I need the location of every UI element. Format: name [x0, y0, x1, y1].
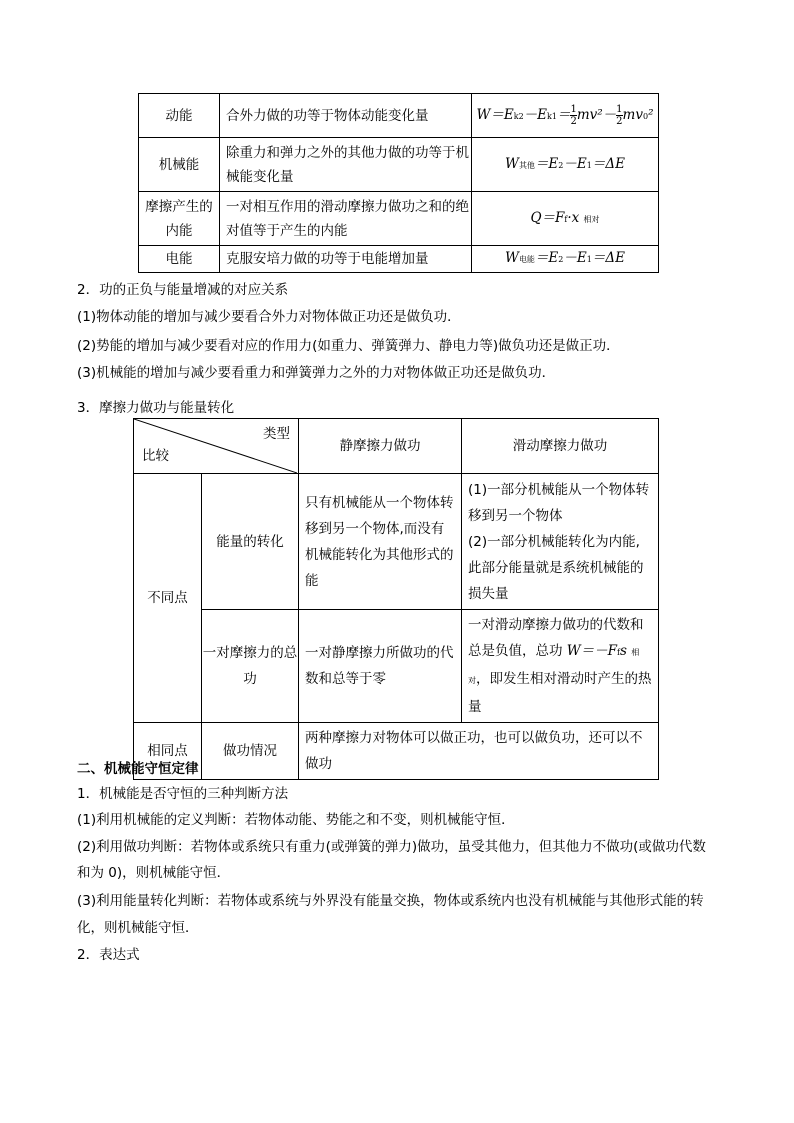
formula-total-work: W＝－Ffs 相对	[468, 643, 640, 685]
same-work-cell: 两种摩擦力对物体可以做正功，也可以做负功，还可以不做功	[299, 723, 659, 780]
text: 一对滑动摩擦力做功的代数和总是负值，总功	[468, 617, 644, 659]
table-cell-name: 摩擦产生的内能	[139, 192, 220, 246]
table-cell-desc: 除重力和弹力之外的其他力做的功等于机械能变化量	[220, 138, 472, 192]
static-total-cell: 一对静摩擦力所做功的代数和总等于零	[299, 610, 462, 723]
sliding-total-cell	[462, 610, 659, 723]
column-header-sliding: 滑动摩擦力做功	[462, 419, 659, 474]
diff-label: 不同点	[134, 474, 202, 723]
diag-bottom-label: 比较	[142, 448, 169, 464]
table-cell-name: 电能	[139, 246, 220, 273]
paragraph: 化，则机械能守恒．	[77, 920, 199, 936]
formula-electric: W电能＝E2－E1＝ΔE	[472, 246, 659, 273]
formula-kinetic: W＝Ek2－Ek1＝ $\frac{1}{2}$ mv²－ $\frac{1}{2}$ mv0²	[472, 94, 659, 138]
section-heading: 2．表达式	[77, 947, 140, 963]
sliding-energy-item: (2)一部分机械能转化为内能,此部分能量就是系统机械能的损失量	[468, 533, 644, 602]
section-heading: 1．机械能是否守恒的三种判断方法	[77, 786, 289, 802]
table-cell-desc: 合外力做的功等于物体动能变化量	[220, 94, 472, 138]
paragraph: (1)物体动能的增加与减少要看合外力对物体做正功还是做负功．	[77, 309, 461, 325]
section-heading: 3．摩擦力做功与能量转化	[77, 400, 235, 416]
paragraph: (3)利用能量转化判断：若物体或系统与外界没有能量交换，物体或系统内也没有机械能与其他形式能的转	[77, 893, 704, 909]
table-cell-desc: 克服安培力做的功等于电能增加量	[220, 246, 472, 273]
friction-work-table	[133, 418, 659, 780]
row-label: 一对摩擦力的总功	[202, 610, 299, 723]
paragraph: 和为 0)，则机械能守恒．	[77, 865, 231, 881]
diag-top-label: 类型	[263, 426, 290, 442]
paragraph: (3)机械能的增加与减少要看重力和弹簧弹力之外的力对物体做正功还是做负功．	[77, 365, 556, 381]
paragraph: (1)利用机械能的定义判断：若物体动能、势能之和不变，则机械能守恒．	[77, 812, 515, 828]
paragraph: (2)利用做功判断：若物体或系统只有重力(或弹簧的弹力)做功，虽受其他力，但其他力不做功(或做功代数	[77, 839, 706, 855]
text: ，即发生相对滑动时产生的热量	[468, 671, 652, 715]
sliding-energy-cell	[462, 474, 659, 610]
energy-work-table	[138, 93, 659, 273]
same-label: 相同点	[134, 723, 202, 780]
sliding-energy-item: (1)一部分机械能从一个物体转移到另一个物体	[468, 481, 650, 524]
row-label: 做功情况	[202, 723, 299, 780]
column-header-static: 静摩擦力做功	[299, 419, 462, 474]
section-heading: 2．功的正负与能量增减的对应关系	[77, 282, 289, 298]
static-energy-cell: 只有机械能从一个物体转移到另一个物体,而没有机械能转化为其他形式的能	[299, 474, 462, 610]
formula-mechanical: W其他＝E2－E1＝ΔE	[472, 138, 659, 192]
row-label: 能量的转化	[202, 474, 299, 610]
diagonal-header	[134, 419, 299, 474]
table-cell-name: 动能	[139, 94, 220, 138]
table-cell-name: 机械能	[139, 138, 220, 192]
paragraph: (2)势能的增加与减少要看对应的作用力(如重力、弹簧弹力、静电力等)做负功还是做正功．	[77, 338, 620, 354]
formula-heat: Q＝Ff·x 相对	[472, 192, 659, 246]
part-title: 二、机械能守恒定律	[77, 761, 199, 777]
table-cell-desc: 一对相互作用的滑动摩擦力做功之和的绝对值等于产生的内能	[220, 192, 472, 246]
